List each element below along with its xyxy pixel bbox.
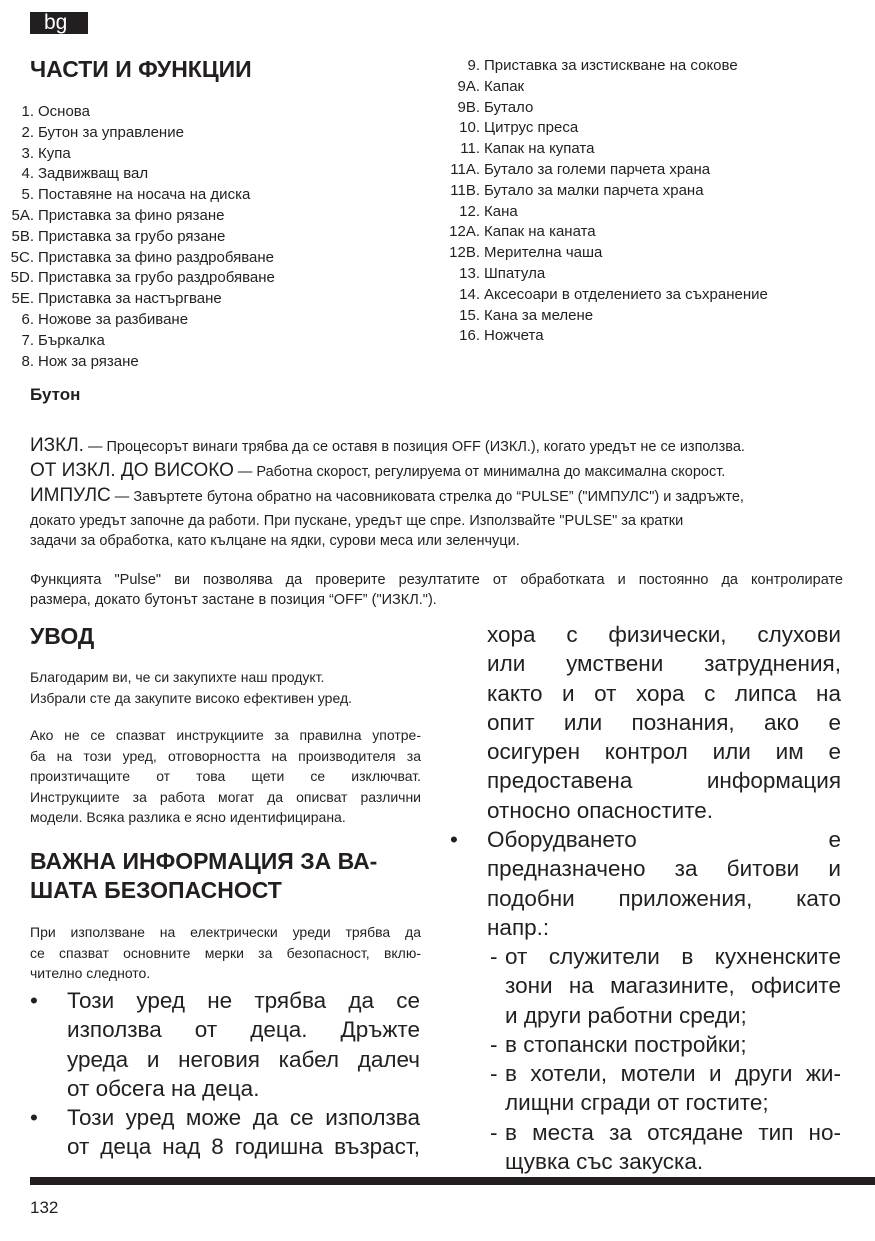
parts-list-item [10, 185, 275, 206]
parts-list-item [10, 206, 275, 227]
part-label: Цитрус преса [484, 119, 579, 137]
part-label: Приставка за фино раздробяване [38, 248, 274, 266]
text-line: в хотели, мотели и други жи- [505, 1061, 841, 1087]
text-line: размера, докато бутонът застане в позиция “OFF” ("ИЗКЛ."). [30, 592, 437, 608]
text-line: зони на магазините, офисите [505, 973, 841, 999]
part-label: Бъркалка [38, 331, 105, 349]
parts-list-item [448, 181, 768, 202]
text-line: от обсега на деца. [67, 1075, 260, 1101]
setting-description: — Процесорът винаги трябва да се оставя в позиция OFF (ИЗКЛ.), когато уредът не се използва. [83, 439, 745, 455]
text-line: уреда и неговия кабел далеч [67, 1046, 420, 1072]
usage-examples-list [487, 942, 841, 1176]
text-line: предоставена информация [487, 768, 841, 794]
part-label: Ножове за разбиване [38, 310, 189, 328]
parts-list-item [448, 160, 768, 181]
parts-list-item [10, 289, 275, 310]
parts-list-item [448, 56, 768, 77]
part-label: Капак на каната [484, 223, 596, 241]
page-number: 132 [30, 1198, 59, 1217]
part-number: 1. [21, 103, 34, 120]
part-label: Приставка за грубо раздробяване [38, 269, 275, 287]
parts-list-item [448, 285, 768, 306]
part-label: Кана [484, 202, 518, 220]
parts-list-left [10, 102, 275, 372]
part-number: 5E. [11, 290, 34, 308]
part-label: Нож за рязане [38, 352, 139, 370]
parts-list-item [10, 227, 275, 248]
text-line: предназначено за битови и [487, 856, 841, 882]
parts-list-item [448, 326, 768, 347]
text-line: или умствени затруднения, [487, 651, 841, 677]
part-number: 5C. [10, 248, 34, 266]
part-number: 9B. [457, 98, 480, 116]
footer-rule [30, 1177, 875, 1185]
dash-marker: - [490, 1061, 498, 1087]
setting-description: — Работна скорост, регулируема от минимална до максимална скорост. [233, 464, 726, 480]
part-number: 11B. [450, 181, 480, 199]
part-number: 15. [459, 306, 480, 324]
text-line: При използване на електрически уреди трябва да [30, 924, 421, 940]
parts-list-item [448, 243, 768, 264]
setting-name: ИЗКЛ. [30, 435, 84, 456]
parts-list-item [10, 310, 275, 331]
text-line: осигурен контрол или им е [487, 739, 841, 765]
part-label: Основа [38, 103, 90, 120]
text-line: Избрали сте да закупите високо ефективен уред. [30, 689, 353, 706]
part-label: Поставяне на носача на диска [38, 186, 251, 204]
text-line: Благодарим ви, че си закупихте наш продукт. [30, 669, 325, 685]
part-number: 2. [21, 123, 34, 141]
button-section-title: Бутон [30, 385, 81, 404]
safety-bullet-3 [487, 825, 841, 942]
part-label: Купа [38, 144, 71, 162]
text-line: подобни приложения, като [487, 885, 841, 911]
part-label: Капак [484, 77, 525, 95]
text-line: докато уредът започне да работи. При пускане, уредът ще спре. Използвайте "PULSE" за кратки [30, 513, 684, 529]
parts-list-item [448, 139, 768, 160]
parts-list-item [448, 222, 768, 243]
part-label: Бутон за управление [38, 123, 184, 141]
parts-list-item [10, 268, 275, 289]
part-number: 10. [459, 119, 480, 137]
part-number: 11. [460, 140, 480, 158]
safety-title [30, 847, 377, 905]
usage-example-item [487, 1030, 841, 1059]
parts-list-item [448, 118, 768, 139]
dash-marker: - [490, 1119, 498, 1145]
button-setting-line [30, 459, 745, 484]
button-setting-line [30, 434, 745, 459]
part-label: Бутало за малки парчета храна [484, 181, 704, 199]
part-number: 11A. [450, 160, 480, 178]
part-number: 7. [21, 331, 34, 349]
parts-title: ЧАСТИ И ФУНКЦИИ [30, 56, 252, 82]
pulse-note [30, 570, 843, 610]
part-label: Кана за мелене [484, 306, 594, 324]
part-label: Бутало [484, 98, 534, 116]
part-number: 9A. [457, 77, 480, 95]
parts-list-item [448, 306, 768, 327]
part-number: 12. [459, 202, 480, 220]
text-line: лищни сгради от гостите; [505, 1090, 769, 1116]
text-line: модели. Всяка разлика е ясно идентифицирана. [30, 809, 346, 825]
part-number: 13. [459, 264, 480, 282]
text-line: щувка със закуска. [505, 1149, 704, 1175]
part-label: Бутало за големи парчета храна [484, 160, 711, 178]
text-line: задачи за обработка, като кълцане на ядки, сурови меса или зеленчуци. [30, 533, 520, 549]
text-line: Инструкциите за работа могат да описват различни [30, 788, 421, 805]
text-line: Този уред може да се използва [67, 1105, 420, 1130]
parts-list-item [10, 144, 275, 165]
bullet-marker: • [450, 827, 458, 852]
part-label: Задвижващ вал [38, 165, 149, 183]
parts-list-item [10, 123, 275, 144]
parts-list-item [10, 102, 275, 123]
usage-example-item [487, 1059, 841, 1118]
part-label: Приставка за фино рязане [38, 206, 225, 224]
part-label: Приставка за настъргване [38, 290, 222, 308]
part-number: 12A. [449, 223, 480, 241]
part-label: Шпатула [484, 264, 546, 282]
pulse-description [30, 511, 683, 551]
parts-list-item [448, 264, 768, 285]
part-label: Ножчета [484, 327, 544, 345]
text-line: от деца над 8 годишна възраст, [67, 1134, 420, 1160]
language-badge: bg [30, 12, 88, 34]
dash-marker: - [490, 1031, 498, 1057]
parts-list-item [448, 98, 768, 119]
parts-list-item [10, 164, 275, 185]
part-number: 16. [459, 327, 480, 345]
text-line: относно опасностите. [487, 797, 714, 823]
part-number: 5D. [10, 269, 34, 287]
text-line: както и от хора с липса на [487, 680, 841, 706]
bullet-marker: • [30, 1105, 38, 1130]
text-line: в стопански постройки; [505, 1031, 747, 1057]
setting-name: ИМПУЛС [30, 485, 111, 506]
part-number: 3. [21, 144, 34, 162]
safety-bullet-2 [67, 1103, 420, 1162]
safety-intro [30, 922, 421, 984]
setting-description: — Завъртете бутона обратно на часовниковата стрелка до “PULSE” ("ИМПУЛС") и задръжте, [110, 489, 744, 505]
setting-name: ОТ ИЗКЛ. ДО ВИСОКО [30, 460, 234, 481]
parts-list-item [448, 202, 768, 223]
usage-example-item [487, 942, 841, 1030]
text-line: напр.: [487, 914, 550, 940]
text-line: ба на този уред, отговорността на производителя за [30, 747, 421, 764]
part-number: 8. [21, 352, 34, 370]
parts-list-item [448, 77, 768, 98]
text-line: опит или познания, ако е [487, 709, 841, 735]
intro-title: УВОД [30, 623, 95, 649]
text-line: ВАЖНА ИНФОРМАЦИЯ ЗА ВА- [30, 848, 378, 874]
parts-list-item [10, 248, 275, 269]
dash-marker: - [490, 944, 498, 969]
part-number: 9. [467, 57, 480, 74]
part-label: Аксесоари в отделението за съхранение [484, 285, 768, 303]
safety-bullet-1 [67, 986, 420, 1103]
intro-paragraph-1 [30, 667, 352, 708]
part-number: 5. [21, 186, 34, 204]
part-label: Приставка за изстискване на сокове [484, 57, 738, 74]
text-line: чително следното. [30, 965, 151, 981]
text-line: използва от деца. Дръжте [67, 1017, 420, 1043]
text-line: Този уред не трябва да се [67, 988, 420, 1013]
bullet-marker: • [30, 988, 38, 1013]
part-label: Капак на купата [484, 140, 595, 158]
text-line: ШАТА БЕЗОПАСНОСТ [30, 877, 282, 903]
text-line: от служители в кухненските [505, 944, 841, 969]
part-number: 12B. [449, 244, 480, 262]
part-label: Приставка за грубо рязане [38, 227, 226, 245]
part-number: 4. [21, 165, 34, 183]
part-number: 14. [459, 285, 480, 303]
parts-list-item [10, 352, 275, 373]
text-line: произтичащите от това щети се изключват. [30, 768, 421, 784]
part-number: 5B. [11, 227, 34, 245]
part-number: 5A. [11, 206, 34, 224]
intro-paragraph-2 [30, 725, 421, 828]
text-line: и други работни среди; [505, 1002, 747, 1028]
safety-bullet-2-continued [487, 620, 841, 825]
parts-list-right [448, 56, 768, 347]
button-descriptions [30, 434, 745, 509]
button-setting-line [30, 484, 745, 509]
text-line: в места за отсядане тип но- [505, 1119, 841, 1145]
part-number: 6. [21, 310, 34, 328]
text-line: Функцията "Pulse" ви позволява да проверите резултатите от обработката и постоянно да контролирате [30, 572, 843, 588]
text-line: се спазват основните мерки за безопасност, вклю- [30, 944, 421, 961]
usage-example-item [487, 1118, 841, 1177]
parts-list-item [10, 331, 275, 352]
text-line: Ако не се спазват инструкциите за правилна употре- [30, 727, 421, 743]
part-label: Мерителна чаша [484, 244, 603, 262]
text-line: хора с физически, слухови [487, 622, 841, 647]
text-line: Оборудването е [487, 827, 841, 852]
